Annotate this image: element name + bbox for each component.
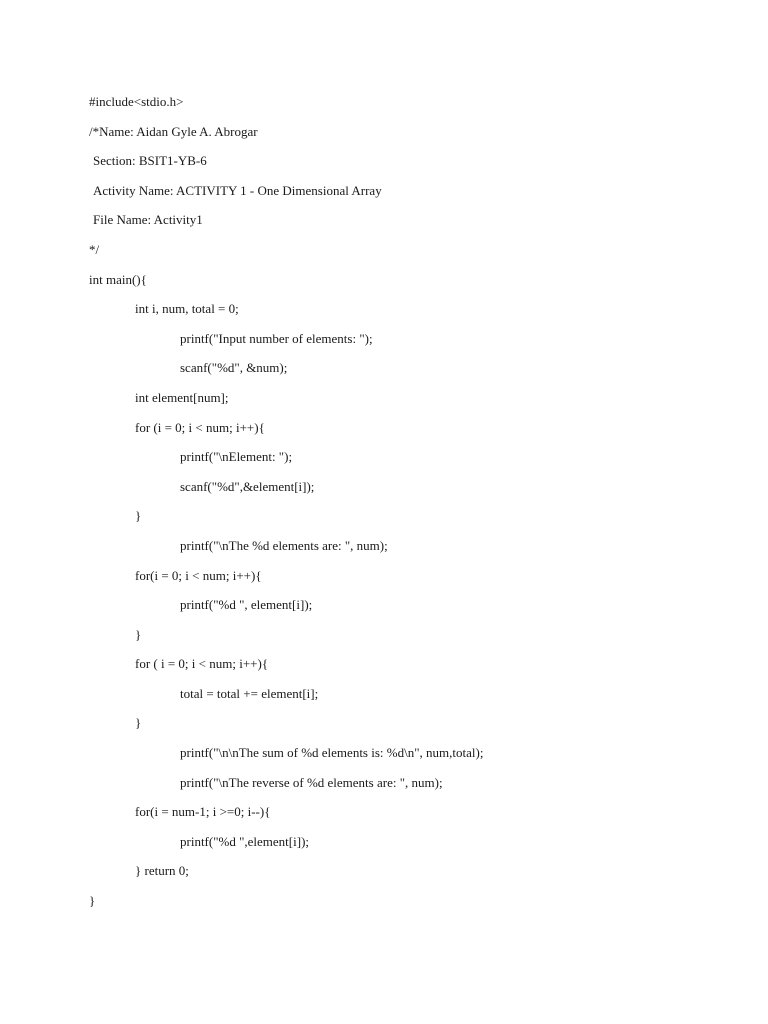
code-listing [0,87,768,916]
code-line-printf-reverse: printf("\nThe reverse of %d elements are: ", num); [180,774,443,790]
code-line-close-brace: } [135,715,142,731]
code-line-scanf-element: scanf("%d",&element[i]); [180,478,315,494]
code-line-for-input: for (i = 0; i < num; i++){ [135,419,265,435]
code-line-printf-input: printf("Input number of elements: "); [180,330,373,346]
code-line-comment-end: */ [89,241,100,257]
code-line-for-sum: for ( i = 0; i < num; i++){ [135,656,269,672]
code-line-close-brace: } [135,508,142,524]
code-line-for-reverse: for(i = num-1; i >=0; i--){ [135,804,271,820]
code-line-printf-elements-are: printf("\nThe %d elements are: ", num); [180,537,388,553]
code-line-main-close: } [89,893,96,909]
code-line-comment-name: /*Name: Aidan Gyle A. Abrogar [89,123,258,139]
code-line-printf-each: printf("%d ", element[i]); [180,597,313,613]
code-line-comment-section: Section: BSIT1-YB-6 [93,153,207,169]
code-line-declare-array: int element[num]; [135,389,229,405]
code-line-comment-activity: Activity Name: ACTIVITY 1 - One Dimensional Array [93,182,382,198]
code-line-printf-sum: printf("\n\nThe sum of %d elements is: %d\n", num,total); [180,745,484,761]
code-line-return: } return 0; [135,863,189,879]
code-line-scanf-num: scanf("%d", &num); [180,360,288,376]
code-line-for-print: for(i = 0; i < num; i++){ [135,567,262,583]
code-line-total-sum: total = total += element[i]; [180,685,319,701]
code-line-printf-element: printf("\nElement: "); [180,449,293,465]
code-line-comment-filename: File Name: Activity1 [93,212,203,228]
code-line-include: #include<stdio.h> [89,94,184,109]
code-line-declare-vars: int i, num, total = 0; [135,301,239,317]
code-line-close-brace: } [135,626,142,642]
code-line-printf-reverse-each: printf("%d ",element[i]); [180,833,310,849]
code-line-main: int main(){ [89,271,147,287]
